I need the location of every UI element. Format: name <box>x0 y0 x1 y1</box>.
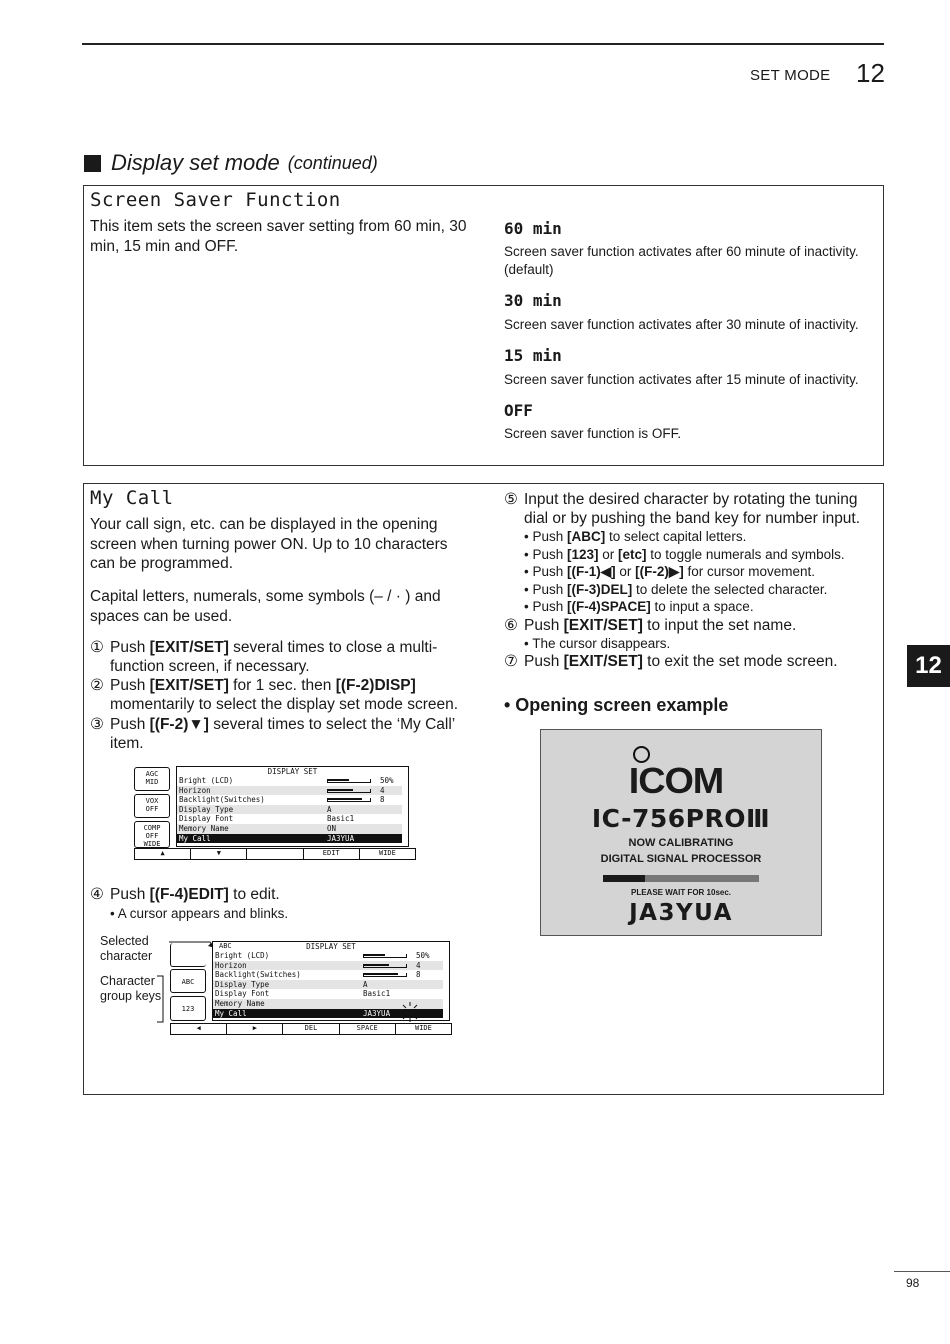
lcd-row-value: 8 <box>380 795 385 805</box>
step-5-sub-item <box>524 528 746 546</box>
option-off-desc: Screen saver function is OFF. <box>504 426 682 441</box>
level-bar-icon <box>327 798 371 802</box>
step-1 <box>90 638 468 676</box>
lcd-row-label: Backlight(Switches) <box>215 970 301 980</box>
please-wait-text: PLEASE WAIT FOR 10sec. <box>630 888 732 897</box>
option-30-desc: Screen saver function activates after 30 minute of inactivity. <box>504 317 859 332</box>
step-5-sub-mid: to delete the selected character. <box>632 581 828 597</box>
lcd-title: DISPLAY SET <box>306 942 356 951</box>
step-7-post: to exit the set mode screen. <box>642 653 838 670</box>
step-5-sub-post: to toggle numerals and symbols. <box>646 546 845 562</box>
step-5-sub-mid: to select capital letters. <box>605 529 747 544</box>
function-key-3[interactable]: DEL <box>283 1024 339 1034</box>
lcd-row-value: 8 <box>416 970 421 980</box>
step-4 <box>90 885 468 904</box>
screen-saver-intro: This item sets the screen saver setting from 60 min, 30 min, 15 min and OFF. <box>90 218 467 255</box>
lcd-row-label: Display Type <box>215 979 270 989</box>
header-label: SET MODE <box>750 67 831 84</box>
function-key-bar <box>134 848 416 860</box>
function-key-4[interactable]: EDIT <box>304 849 360 859</box>
step-1-number: ① <box>90 639 104 656</box>
step-5-sub-item <box>524 598 754 616</box>
step-6-sub: • The cursor disappears. <box>524 636 671 651</box>
option-60-heading: 60 min <box>504 219 562 238</box>
step-5-sub-k1: [(F-1)◀] <box>567 564 616 579</box>
lcd-row-value: 50% <box>416 951 430 960</box>
screen-saver-heading: Screen Saver Function <box>90 189 341 211</box>
calibrating-line-2: DIGITAL SIGNAL PROCESSOR <box>600 853 762 865</box>
lcd-row[interactable] <box>213 989 443 999</box>
blank-key[interactable] <box>170 943 206 967</box>
lcd-row-value: 50% <box>380 776 394 785</box>
level-bar-icon <box>327 779 371 783</box>
step-5-sub-k2: [etc] <box>618 546 647 562</box>
vox-key[interactable]: VOX OFF <box>134 794 170 818</box>
step-3-pre: Push <box>110 716 150 733</box>
model-name: IC-756PROⅢ <box>591 804 771 833</box>
page-number: 98 <box>906 1276 920 1290</box>
lcd-row-label: Display Font <box>179 814 234 824</box>
callout-selected-character: Selected character <box>100 934 153 963</box>
lcd-row[interactable] <box>213 970 443 980</box>
step-2-key2: [(F-2)DISP] <box>335 677 416 694</box>
step-7-pre: Push <box>524 653 564 670</box>
lcd-row-label: Memory Name <box>215 999 265 1008</box>
step-4-key: [(F-4)EDIT] <box>149 886 229 903</box>
lcd-frame <box>176 766 409 847</box>
lcd-row[interactable] <box>177 814 402 824</box>
my-call-heading: My Call <box>90 487 174 509</box>
function-key-2[interactable]: ▼ <box>191 849 247 859</box>
display-set-screen-2 <box>170 940 452 1037</box>
lcd-row[interactable] <box>177 805 402 815</box>
step-4-sub: • A cursor appears and blinks. <box>110 906 289 921</box>
step-1-post: several times to close a multi-function screen, if necessary. <box>110 639 438 675</box>
lcd-row-value: 4 <box>416 960 421 970</box>
step-5-sub-item <box>524 581 827 599</box>
character-group-tag: ABC <box>219 942 232 950</box>
lcd-row-label: Horizon <box>215 960 247 970</box>
step-5-sub-pre: • Push <box>524 546 567 562</box>
123-key[interactable]: 123 <box>170 996 206 1021</box>
lcd-row-value: Basic1 <box>363 989 391 999</box>
section-title-text: Display set mode <box>111 150 280 175</box>
step-5-sub-k1: [123] <box>567 546 599 562</box>
function-key-1[interactable]: ◀ <box>171 1024 227 1034</box>
step-2-post: momentarily to select the display set mode screen. <box>110 696 459 713</box>
lcd-row[interactable] <box>177 795 402 805</box>
icom-logo: ICOM <box>628 760 724 801</box>
page-number-rule <box>894 1271 950 1272</box>
function-key-3[interactable] <box>247 849 303 859</box>
lcd-row[interactable] <box>177 786 402 796</box>
lcd-row[interactable] <box>213 951 443 961</box>
lcd-row-label: Memory Name <box>179 824 229 833</box>
lcd-row-label: Bright (LCD) <box>215 951 270 960</box>
lcd-row[interactable] <box>213 961 443 971</box>
step-5-sub-mid: or <box>615 564 636 579</box>
step-7-number: ⑦ <box>504 653 518 670</box>
header-rule <box>82 43 884 45</box>
lcd-row-value: JA3YUA <box>327 833 355 843</box>
chapter-tab: 12 <box>907 645 950 687</box>
lcd-row-label: Backlight(Switches) <box>179 795 265 805</box>
step-5-sub-k1: [(F-4)SPACE] <box>567 599 651 614</box>
level-bar-fill <box>364 964 389 966</box>
function-key-4[interactable]: SPACE <box>340 1024 396 1034</box>
step-3-post: several times to select the ‘My Call’ item. <box>110 716 455 752</box>
option-15-desc: Screen saver function activates after 15 minute of inactivity. <box>504 372 859 387</box>
step-5-sub-pre: • Push <box>524 599 567 614</box>
lcd-row-label: Display Type <box>179 804 234 814</box>
level-bar-fill <box>328 798 362 800</box>
level-bar-icon <box>363 954 407 958</box>
lcd-row-value: A <box>363 979 368 989</box>
option-60-note: (default) <box>504 262 554 277</box>
step-2 <box>90 676 468 714</box>
step-6 <box>504 616 879 635</box>
step-2-number: ② <box>90 677 104 694</box>
function-key-5[interactable]: WIDE <box>378 849 396 857</box>
progress-fill <box>603 875 645 882</box>
step-5-sub-pre: • Push <box>524 529 567 544</box>
level-bar-fill <box>364 973 398 975</box>
step-4-post: to edit. <box>228 886 280 903</box>
step-5-sub-k2: [(F-2)▶] <box>635 564 684 579</box>
callout-character-group-keys: Character group keys <box>100 974 162 1003</box>
blinking-cursor-icon <box>399 1000 421 1024</box>
step-4-pre: Push <box>110 886 150 903</box>
section-title <box>84 150 378 176</box>
step-5-sub-pre: • Push <box>524 564 567 579</box>
abc-key[interactable]: ABC <box>170 969 206 993</box>
lcd-row-label: My Call <box>179 833 211 843</box>
header-chapter-number: 12 <box>856 58 885 88</box>
comp-key[interactable]: COMP OFF WIDE <box>134 821 170 848</box>
lcd-row[interactable] <box>177 824 402 834</box>
lcd-row-label: Bright (LCD) <box>179 776 234 785</box>
step-1-key: [EXIT/SET] <box>149 639 229 656</box>
display-set-screen-1 <box>134 765 416 862</box>
level-bar-icon <box>327 789 371 793</box>
option-15-heading: 15 min <box>504 346 562 365</box>
option-30-heading: 30 min <box>504 291 562 310</box>
step-6-pre: Push <box>524 617 564 634</box>
lcd-row-value: ON <box>327 824 337 833</box>
lcd-row-label: My Call <box>215 1008 247 1018</box>
step-3-key: [(F-2)▼] <box>149 716 209 733</box>
step-5 <box>504 490 879 528</box>
lcd-row[interactable] <box>213 980 443 990</box>
step-6-post: to input the set name. <box>642 617 797 634</box>
lcd-row-value: A <box>327 804 332 814</box>
step-2-pre: Push <box>110 677 150 694</box>
step-6-number: ⑥ <box>504 617 518 634</box>
option-off-heading: OFF <box>504 401 533 420</box>
opening-screen-example-title: • Opening screen example <box>504 695 729 715</box>
step-2-key: [EXIT/SET] <box>149 677 229 694</box>
calibration-progress-bar <box>603 875 759 882</box>
my-call-intro: Your call sign, etc. can be displayed in the opening screen when turning power ON. Up to 10 characters can be programmed. <box>90 516 448 572</box>
step-5-sub-item <box>524 563 815 581</box>
calibrating-line-1: NOW CALIBRATING <box>628 837 734 849</box>
step-2-mid: for 1 sec. then <box>228 677 336 694</box>
level-bar-icon <box>363 973 407 977</box>
step-4-number: ④ <box>90 886 104 903</box>
level-bar-fill <box>328 789 353 791</box>
function-key-2[interactable]: ▶ <box>227 1024 283 1034</box>
step-5-number: ⑤ <box>504 491 518 508</box>
square-bullet-icon <box>84 155 101 172</box>
level-bar-icon <box>363 964 407 968</box>
lcd-frame <box>212 941 450 1021</box>
step-5-sub-pre: • Push <box>524 581 567 597</box>
level-bar-fill <box>364 954 385 956</box>
lcd-row-value: Basic1 <box>327 814 355 824</box>
step-5-sub-post: for cursor movement. <box>683 564 816 579</box>
lcd-row-value: 4 <box>380 785 385 795</box>
function-key-5[interactable]: WIDE <box>414 1024 432 1032</box>
step-7 <box>504 652 879 671</box>
step-5-sub-k1: [ABC] <box>567 529 606 544</box>
step-5-text: Input the desired character by rotating the tuning dial or by pushing the band key for number input. <box>524 491 861 527</box>
lcd-row[interactable] <box>177 834 402 844</box>
section-continued: (continued) <box>287 152 378 173</box>
step-5-sub-mid: to input a space. <box>650 599 754 614</box>
function-key-bar <box>170 1023 452 1035</box>
my-call-chars: Capital letters, numerals, some symbols (– / · ) and spaces can be used. <box>90 588 441 625</box>
opening-callsign: JA3YUA <box>629 900 733 926</box>
option-60-desc: Screen saver function activates after 60 minute of inactivity. <box>504 244 859 259</box>
level-bar-fill <box>328 779 349 781</box>
opening-screen-example <box>540 729 822 936</box>
lcd-row[interactable] <box>177 776 402 786</box>
function-key-1[interactable]: ▲ <box>135 849 191 859</box>
lcd-row-label: Horizon <box>179 785 211 795</box>
lcd-row-value: JA3YUA <box>363 1008 391 1018</box>
step-5-sub-k1: [(F-3)DEL] <box>567 581 633 597</box>
step-3-number: ③ <box>90 716 104 733</box>
step-5-sub-mid: or <box>598 546 619 562</box>
step-1-pre: Push <box>110 639 150 656</box>
agc-key[interactable]: AGC MID <box>134 767 170 791</box>
step-6-key: [EXIT/SET] <box>563 617 643 634</box>
step-5-sub-item <box>524 546 845 564</box>
lcd-title: DISPLAY SET <box>267 767 318 776</box>
lcd-row-label: Display Font <box>215 989 270 999</box>
step-7-key: [EXIT/SET] <box>563 653 643 670</box>
step-3 <box>90 715 468 753</box>
